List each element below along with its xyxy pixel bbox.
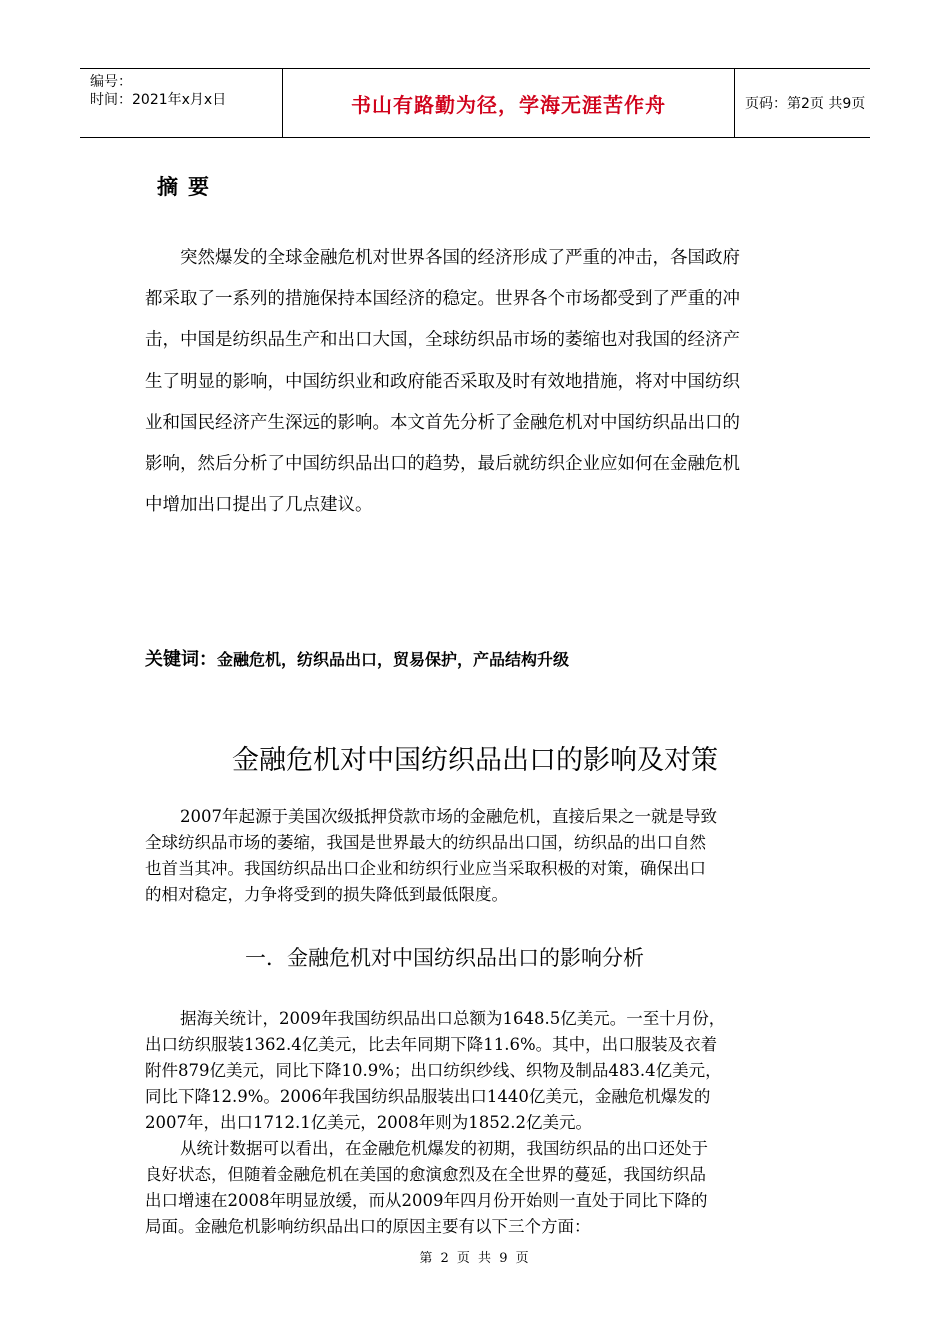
doc-time-label: 时间：2021年x月x日 [90,92,227,108]
stats-line: 同比下降12.9%。2006年我国纺织品服装出口1440亿美元，金融危机爆发的 [145,1087,711,1106]
abstract-line: 业和国民经济产生深远的影响。本文首先分析了金融危机对中国纺织品出口的 [145,412,740,433]
article-title: 金融危机对中国纺织品出口的影响及对策 [232,745,718,776]
doc-number-label: 编号： [90,74,132,90]
stats-line: 据海关统计，2009年我国纺织品出口总额为1648.5亿美元。一至十月份， [180,1009,726,1028]
analysis-line: 出口增速在2008年明显放缓，而从2009年四月份开始则一直处于同比下降的 [145,1191,708,1210]
analysis-paragraph [145,1136,810,1240]
abstract-line: 中增加出口提出了几点建议。 [145,495,373,516]
section-1-title: 一．金融危机对中国纺织品出口的影响分析 [245,946,644,970]
intro-line: 全球纺织品市场的萎缩，我国是世界最大的纺织品出口国，纺织品的出口自然 [145,833,706,852]
abstract-line: 生了明显的影响，中国纺织业和政府能否采取及时有效地措施，将对中国纺织 [145,371,740,392]
analysis-line: 局面。金融危机影响纺织品出口的原因主要有以下三个方面： [145,1217,591,1236]
intro-line: 2007年起源于美国次级抵押贷款市场的金融危机，直接后果之一就是导致 [180,807,717,826]
stats-line: 附件879亿美元，同比下降10.9%；出口纺织纱线、织物及制品483.4亿美元， [145,1061,722,1080]
abstract-line: 击，中国是纺织品生产和出口大国，全球纺织品市场的萎缩也对我国的经济产 [145,330,740,351]
header-page-code: 页码：第2页 共9页 [745,96,866,112]
page-footer: 第 2 页 共 9 页 [419,1251,531,1266]
analysis-line: 从统计数据可以看出，在金融危机爆发的初期，我国纺织品的出口还处于 [180,1139,708,1158]
keywords-value: 金融危机，纺织品出口，贸易保护，产品结构升级 [217,650,570,669]
abstract-line: 影响，然后分析了中国纺织品出口的趋势，最后就纺织企业应如何在金融危机 [145,454,740,475]
analysis-line: 良好状态，但随着金融危机在美国的愈演愈烈及在全世界的蔓延，我国纺织品 [145,1165,706,1184]
header-motto: 书山有路勤为径，学海无涯苦作舟 [351,92,666,117]
stats-line: 2007年，出口1712.1亿美元，2008年则为1852.2亿美元。 [145,1113,592,1132]
header-meta [80,69,282,137]
abstract-body [145,238,805,526]
intro-line: 也首当其冲。我国纺织品出口企业和纺织行业应当采取积极的对策，确保出口 [145,859,706,878]
intro-line: 的相对稳定，力争将受到的损失降低到最低限度。 [145,885,508,904]
abstract-title: 摘要 [157,175,219,199]
stats-line: 出口纺织服装1362.4亿美元，比去年同期下降11.6%。其中，出口服装及衣着 [145,1035,718,1054]
header-motto-cell [282,69,735,137]
keywords-label: 关键词： [145,649,217,670]
abstract-line: 突然爆发的全球金融危机对世界各国的经济形成了严重的冲击，各国政府 [180,248,740,268]
stats-paragraph [145,1006,810,1136]
abstract-line: 都采取了一系列的措施保持本国经济的稳定。世界各个市场都受到了严重的冲 [145,289,740,310]
keywords [145,645,569,671]
header-page-cell [735,69,870,137]
page-header [80,68,870,138]
intro-paragraph [145,804,810,908]
